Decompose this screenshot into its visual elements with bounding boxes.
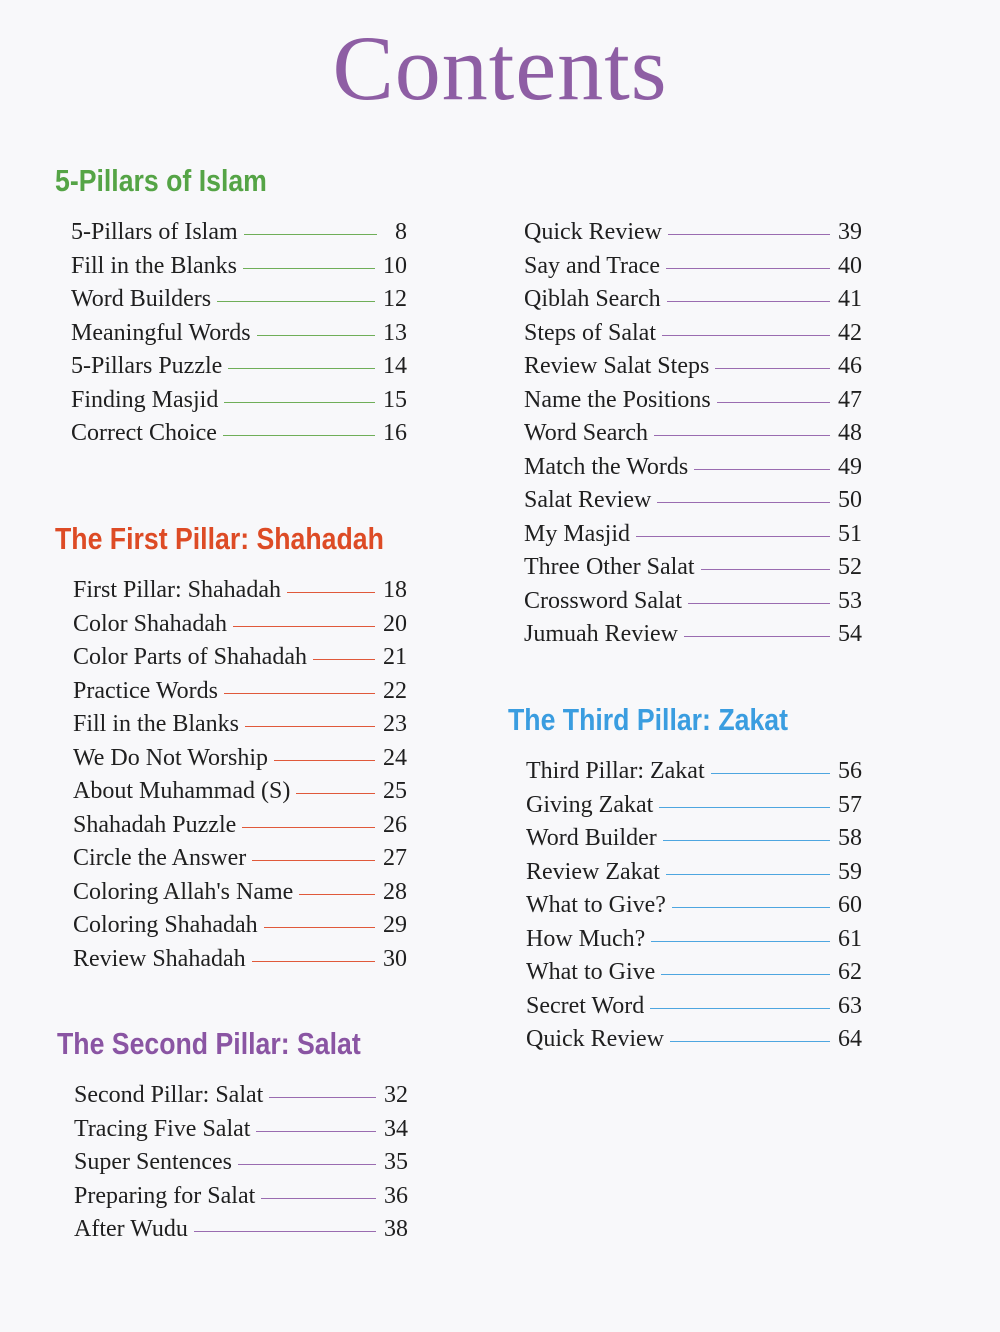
page-number: 46 bbox=[838, 353, 862, 380]
entry-title: Correct Choice bbox=[71, 420, 217, 447]
entry-title: Shahadah Puzzle bbox=[73, 811, 237, 838]
entry-title: Third Pillar: Zakat bbox=[526, 758, 705, 785]
toc-entry bbox=[74, 1113, 408, 1147]
toc-entry bbox=[526, 856, 862, 890]
page-number: 58 bbox=[838, 825, 862, 852]
entry-title: Word Builders bbox=[71, 286, 212, 313]
leader-line bbox=[636, 536, 830, 537]
toc-entry bbox=[73, 775, 407, 809]
toc-entry bbox=[73, 708, 407, 742]
leader-line bbox=[217, 301, 375, 302]
toc-entry bbox=[526, 956, 862, 990]
page-number: 60 bbox=[838, 892, 862, 919]
leader-line bbox=[252, 860, 375, 861]
section-heading: 5-Pillars of Islam bbox=[55, 163, 267, 198]
entry-list bbox=[73, 574, 407, 976]
page-number: 32 bbox=[384, 1082, 408, 1109]
entry-title: Word Builder bbox=[526, 825, 657, 852]
leader-line bbox=[252, 961, 375, 962]
leader-line bbox=[688, 603, 830, 604]
entry-title: About Muhammad (S) bbox=[73, 778, 291, 805]
entry-title: Coloring Shahadah bbox=[73, 912, 258, 939]
entry-title: How Much? bbox=[526, 925, 646, 952]
toc-entry bbox=[73, 842, 407, 876]
entry-title: Name the Positions bbox=[524, 386, 711, 413]
page-title: Contents bbox=[332, 17, 668, 119]
entry-title: Say and Trace bbox=[524, 252, 660, 279]
page-number: 61 bbox=[838, 925, 862, 952]
page-number: 21 bbox=[383, 644, 407, 671]
entry-title: Super Sentences bbox=[74, 1149, 232, 1176]
toc-entry bbox=[524, 551, 862, 585]
toc-entry bbox=[526, 923, 862, 957]
leader-line bbox=[228, 368, 375, 369]
leader-line bbox=[661, 974, 830, 975]
leader-line bbox=[233, 626, 375, 627]
toc-entry bbox=[73, 909, 407, 943]
leader-line bbox=[662, 335, 830, 336]
entry-title: 5-Pillars Puzzle bbox=[71, 353, 223, 380]
leader-line bbox=[296, 793, 375, 794]
leader-line bbox=[657, 502, 830, 503]
toc-entry bbox=[524, 484, 862, 518]
toc-entry bbox=[73, 943, 407, 977]
toc-entry bbox=[524, 585, 862, 619]
leader-line bbox=[244, 234, 377, 235]
leader-line bbox=[694, 469, 830, 470]
page-number: 16 bbox=[383, 420, 407, 447]
entry-title: Giving Zakat bbox=[526, 791, 654, 818]
page-number: 10 bbox=[383, 252, 407, 279]
page-number: 22 bbox=[383, 677, 407, 704]
leader-line bbox=[299, 894, 375, 895]
entry-title: After Wudu bbox=[74, 1216, 188, 1243]
section-heading: The Second Pillar: Salat bbox=[57, 1026, 361, 1061]
leader-line bbox=[701, 569, 830, 570]
page-number: 41 bbox=[838, 286, 862, 313]
entry-title: Second Pillar: Salat bbox=[74, 1082, 264, 1109]
toc-entry bbox=[73, 876, 407, 910]
toc-entry bbox=[524, 317, 862, 351]
toc-entry bbox=[524, 216, 862, 250]
page-number: 20 bbox=[383, 610, 407, 637]
page-number: 18 bbox=[383, 577, 407, 604]
toc-entry bbox=[73, 809, 407, 843]
page-number: 28 bbox=[383, 878, 407, 905]
page-number: 36 bbox=[384, 1182, 408, 1209]
toc-entry bbox=[71, 384, 407, 418]
toc-entry bbox=[74, 1146, 408, 1180]
leader-line bbox=[261, 1198, 376, 1199]
leader-line bbox=[654, 435, 830, 436]
entry-title: Jumuah Review bbox=[524, 621, 678, 648]
page-number: 8 bbox=[395, 219, 407, 246]
leader-line bbox=[650, 1008, 830, 1009]
entry-title: Tracing Five Salat bbox=[74, 1115, 251, 1142]
page-number: 56 bbox=[838, 758, 862, 785]
page-number: 12 bbox=[383, 286, 407, 313]
page-number: 38 bbox=[384, 1216, 408, 1243]
leader-line bbox=[717, 402, 830, 403]
entry-title: Match the Words bbox=[524, 453, 689, 480]
entry-list bbox=[526, 755, 862, 1057]
entry-title: Fill in the Blanks bbox=[73, 711, 240, 738]
page-number: 63 bbox=[838, 992, 862, 1019]
entry-title: What to Give? bbox=[526, 892, 666, 919]
leader-line bbox=[668, 234, 830, 235]
toc-entry bbox=[73, 608, 407, 642]
page-number: 26 bbox=[383, 811, 407, 838]
entry-title: Color Parts of Shahadah bbox=[73, 644, 307, 671]
leader-line bbox=[223, 435, 375, 436]
entry-title: Circle the Answer bbox=[73, 845, 247, 872]
page-number: 14 bbox=[383, 353, 407, 380]
leader-line bbox=[256, 1131, 376, 1132]
toc-entry bbox=[71, 350, 407, 384]
page-number: 50 bbox=[838, 487, 862, 514]
page-number: 62 bbox=[838, 959, 862, 986]
leader-line bbox=[672, 907, 830, 908]
leader-line bbox=[269, 1097, 376, 1098]
toc-entry bbox=[526, 822, 862, 856]
page-number: 13 bbox=[383, 319, 407, 346]
leader-line bbox=[224, 402, 375, 403]
page-number: 42 bbox=[838, 319, 862, 346]
entry-title: Fill in the Blanks bbox=[71, 252, 238, 279]
leader-line bbox=[684, 636, 830, 637]
leader-line bbox=[666, 268, 830, 269]
page-number: 24 bbox=[383, 744, 407, 771]
entry-title: My Masjid bbox=[524, 520, 631, 547]
entry-title: 5-Pillars of Islam bbox=[71, 219, 238, 246]
page-number: 25 bbox=[383, 778, 407, 805]
leader-line bbox=[224, 693, 375, 694]
toc-entry bbox=[524, 618, 862, 652]
entry-list bbox=[71, 216, 407, 451]
toc-entry bbox=[524, 518, 862, 552]
entry-title: Qiblah Search bbox=[524, 286, 661, 313]
page-number: 54 bbox=[838, 621, 862, 648]
toc-entry bbox=[524, 384, 862, 418]
page-number: 39 bbox=[838, 219, 862, 246]
toc-entry bbox=[524, 350, 862, 384]
page-number: 47 bbox=[838, 386, 862, 413]
toc-entry bbox=[526, 889, 862, 923]
toc-entry bbox=[526, 990, 862, 1024]
entry-title: Coloring Allah's Name bbox=[73, 878, 294, 905]
leader-line bbox=[670, 1041, 830, 1042]
entry-title: We Do Not Worship bbox=[73, 744, 269, 771]
toc-entry bbox=[524, 250, 862, 284]
page-number: 51 bbox=[838, 520, 862, 547]
page-number: 53 bbox=[838, 587, 862, 614]
page-number: 49 bbox=[838, 453, 862, 480]
leader-line bbox=[242, 827, 375, 828]
entry-title: Salat Review bbox=[524, 487, 652, 514]
page-number: 27 bbox=[383, 845, 407, 872]
entry-title: Secret Word bbox=[526, 992, 645, 1019]
entry-title: Meaningful Words bbox=[71, 319, 251, 346]
toc-entry bbox=[74, 1213, 408, 1247]
section-salat-continued bbox=[524, 216, 862, 652]
entry-title: Preparing for Salat bbox=[74, 1182, 256, 1209]
page-number: 35 bbox=[384, 1149, 408, 1176]
toc-entry bbox=[73, 742, 407, 776]
page-number: 34 bbox=[384, 1115, 408, 1142]
page-number: 40 bbox=[838, 252, 862, 279]
section-salat bbox=[57, 1028, 410, 1247]
section-heading: The Third Pillar: Zakat bbox=[508, 702, 788, 737]
entry-title: Quick Review bbox=[526, 1026, 664, 1053]
leader-line bbox=[666, 874, 830, 875]
entry-title: Review Salat Steps bbox=[524, 353, 710, 380]
toc-entry bbox=[526, 789, 862, 823]
leader-line bbox=[715, 368, 830, 369]
leader-line bbox=[243, 268, 375, 269]
page-number: 48 bbox=[838, 420, 862, 447]
leader-line bbox=[257, 335, 375, 336]
entry-title: Practice Words bbox=[73, 677, 218, 704]
leader-line bbox=[245, 726, 375, 727]
entry-title: Review Shahadah bbox=[73, 945, 246, 972]
section-zakat bbox=[508, 704, 862, 1057]
entry-title: Review Zakat bbox=[526, 858, 660, 885]
leader-line bbox=[313, 659, 375, 660]
leader-line bbox=[287, 592, 375, 593]
entry-title: First Pillar: Shahadah bbox=[73, 577, 281, 604]
entry-list bbox=[74, 1079, 408, 1247]
toc-entry bbox=[73, 574, 407, 608]
toc-entry bbox=[74, 1180, 408, 1214]
entry-title: Quick Review bbox=[524, 219, 662, 246]
toc-entry bbox=[524, 417, 862, 451]
toc-entry bbox=[71, 283, 407, 317]
leader-line bbox=[651, 941, 830, 942]
toc-entry bbox=[524, 451, 862, 485]
page-number: 23 bbox=[383, 711, 407, 738]
entry-title: Three Other Salat bbox=[524, 554, 695, 581]
section-islam bbox=[55, 165, 407, 451]
page-number: 57 bbox=[838, 791, 862, 818]
toc-entry bbox=[73, 675, 407, 709]
leader-line bbox=[264, 927, 375, 928]
entry-title: Finding Masjid bbox=[71, 386, 219, 413]
page-number: 15 bbox=[383, 386, 407, 413]
toc-entry bbox=[71, 216, 407, 250]
leader-line bbox=[274, 760, 375, 761]
toc-entry bbox=[71, 417, 407, 451]
leader-line bbox=[667, 301, 830, 302]
page-number: 64 bbox=[838, 1026, 862, 1053]
entry-title: Steps of Salat bbox=[524, 319, 656, 346]
toc-entry bbox=[73, 641, 407, 675]
page-number: 52 bbox=[838, 554, 862, 581]
leader-line bbox=[663, 840, 830, 841]
toc-entry bbox=[526, 755, 862, 789]
section-shahadah bbox=[55, 523, 437, 976]
entry-title: Color Shahadah bbox=[73, 610, 227, 637]
leader-line bbox=[659, 807, 830, 808]
toc-entry bbox=[74, 1079, 408, 1113]
page-number: 59 bbox=[838, 858, 862, 885]
toc-entry bbox=[71, 250, 407, 284]
entry-list bbox=[524, 216, 862, 652]
page-number: 30 bbox=[383, 945, 407, 972]
page-number: 29 bbox=[383, 912, 407, 939]
leader-line bbox=[194, 1231, 376, 1232]
section-heading: The First Pillar: Shahadah bbox=[55, 521, 384, 556]
entry-title: What to Give bbox=[526, 959, 656, 986]
toc-entry bbox=[524, 283, 862, 317]
toc-entry bbox=[526, 1023, 862, 1057]
leader-line bbox=[711, 773, 830, 774]
toc-entry bbox=[71, 317, 407, 351]
entry-title: Word Search bbox=[524, 420, 649, 447]
entry-title: Crossword Salat bbox=[524, 587, 682, 614]
leader-line bbox=[238, 1164, 376, 1165]
